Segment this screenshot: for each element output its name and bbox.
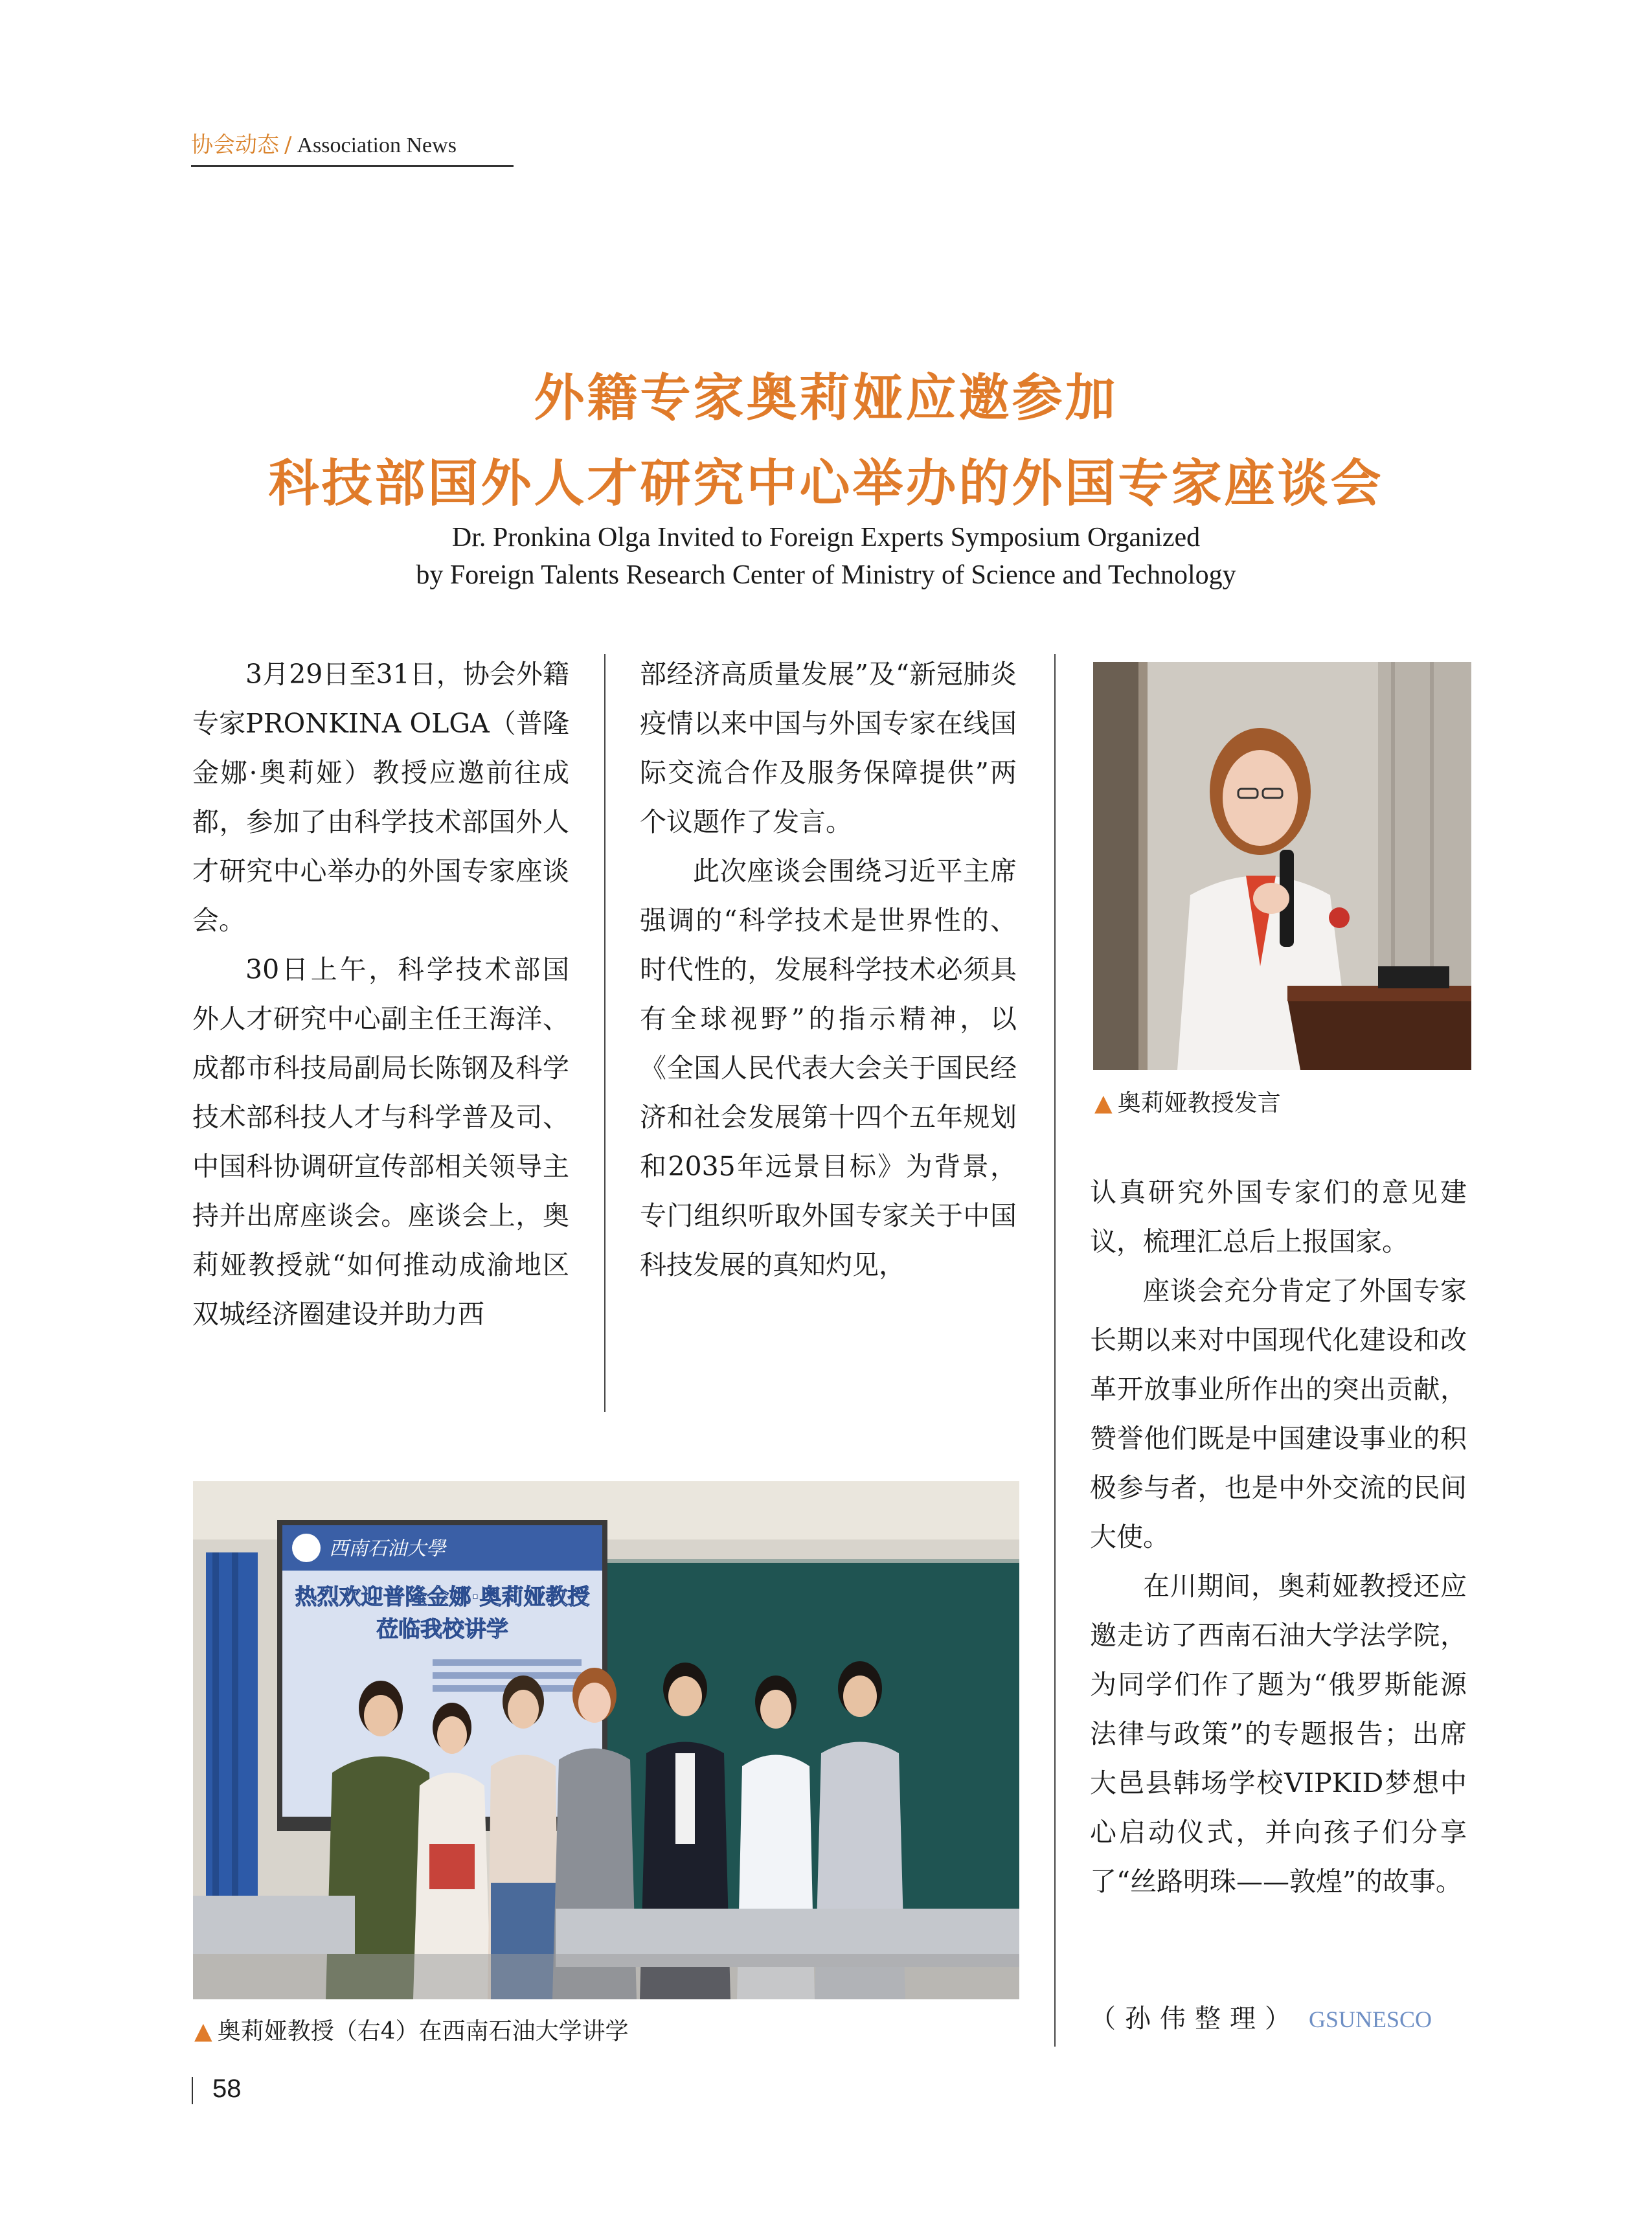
article-subtitle-en-line2: by Foreign Talents Research Center of Ministry of Science and Technology [416, 560, 1236, 590]
body-column-2 [640, 650, 1017, 1289]
speaker-photo [1093, 662, 1471, 1070]
body-column-1 [192, 650, 569, 1339]
column-divider [1054, 654, 1056, 2047]
screen-welcome-line1: 热烈欢迎普隆金娜·奥莉娅教授 [295, 1584, 590, 1610]
group-photo [193, 1481, 1019, 1999]
source-tag: GSUNESCO [1309, 2006, 1432, 2032]
section-label-cn: 协会动态 [191, 132, 279, 158]
header-rule [191, 165, 514, 167]
page-number: 58 [212, 2074, 242, 2103]
footer-bar [192, 2077, 193, 2104]
article-title-line1: 外籍专家奥莉娅应邀参加 [534, 369, 1118, 427]
paragraph: 部经济高质量发展”及“新冠肺炎疫情以来中国与外国专家在线国际交流合作及服务保障提供”两个议题作了发言。 [640, 659, 1017, 837]
speaker-photo-caption [1094, 1085, 1457, 1118]
paragraph: 3月29日至31日，协会外籍专家PRONKINA OLGA（普隆金娜·奥莉娅）教授应邀前往成都，参加了由科学技术部国外人才研究中心举办的外国专家座谈会。 [192, 659, 569, 936]
byline [1090, 1998, 1467, 2043]
editor-name: （孙伟整理） [1090, 2004, 1300, 2034]
paragraph: 座谈会充分肯定了外国专家长期以来对中国现代化建设和改革开放事业所作出的突出贡献，赞誉他们既是中国建设事业的积极参与者，也是中外交流的民间大使。 [1090, 1275, 1467, 1552]
group-photo-image [193, 1481, 1019, 1999]
body-column-3 [1090, 1168, 1467, 1906]
paragraph: 在川期间，奥莉娅教授还应邀走访了西南石油大学法学院，为同学们作了题为“俄罗斯能源法律与政策”的专题报告；出席大邑县韩场学校VIPKID梦想中心启动仪式，并向孩子们分享了“丝路明珠——敦煌”的故事。 [1090, 1571, 1467, 1897]
paragraph: 此次座谈会围绕习近平主席强调的“科学技术是世界性的、时代性的，发展科学技术必须具有全球视野”的指示精神，以《全国人民代表大会关于国民经济和社会发展第十四个五年规划和2035年远景目标》为背景，专门组织听取外国专家关于中国科技发展的真知灼见， [640, 856, 1017, 1280]
section-header [191, 127, 514, 167]
screen-welcome-line2: 莅临我校讲学 [376, 1617, 508, 1642]
paragraph: 认真研究外国专家们的意见建议，梳理汇总后上报国家。 [1090, 1177, 1467, 1257]
group-photo-caption [194, 2013, 1010, 2046]
column-divider [604, 654, 605, 1412]
article-title-line2: 科技部国外人才研究中心举办的外国专家座谈会 [268, 455, 1384, 513]
section-separator: / [284, 132, 292, 158]
caption-marker: ▲ [1094, 1090, 1113, 1117]
article-subtitle-en-line1: Dr. Pronkina Olga Invited to Foreign Experts Symposium Organized [451, 523, 1201, 552]
caption-text: 奥莉娅教授（右4）在西南石油大学讲学 [217, 2018, 629, 2045]
caption-text: 奥莉娅教授发言 [1117, 1090, 1281, 1117]
paragraph: 30日上午，科学技术部国外人才研究中心副主任王海洋、成都市科技局副局长陈钢及科学技术部科技人才与科学普及司、中国科协调研宣传部相关领导主持并出席座谈会。座谈会上，奥莉娅教授就“如何推动成渝地区双城经济圈建设并助力西 [192, 954, 569, 1330]
caption-marker: ▲ [194, 2018, 212, 2045]
screen-university-name: 西南石油大學 [329, 1538, 446, 1560]
speaker-photo-image [1093, 662, 1471, 1070]
section-label-en: Association News [297, 133, 457, 157]
